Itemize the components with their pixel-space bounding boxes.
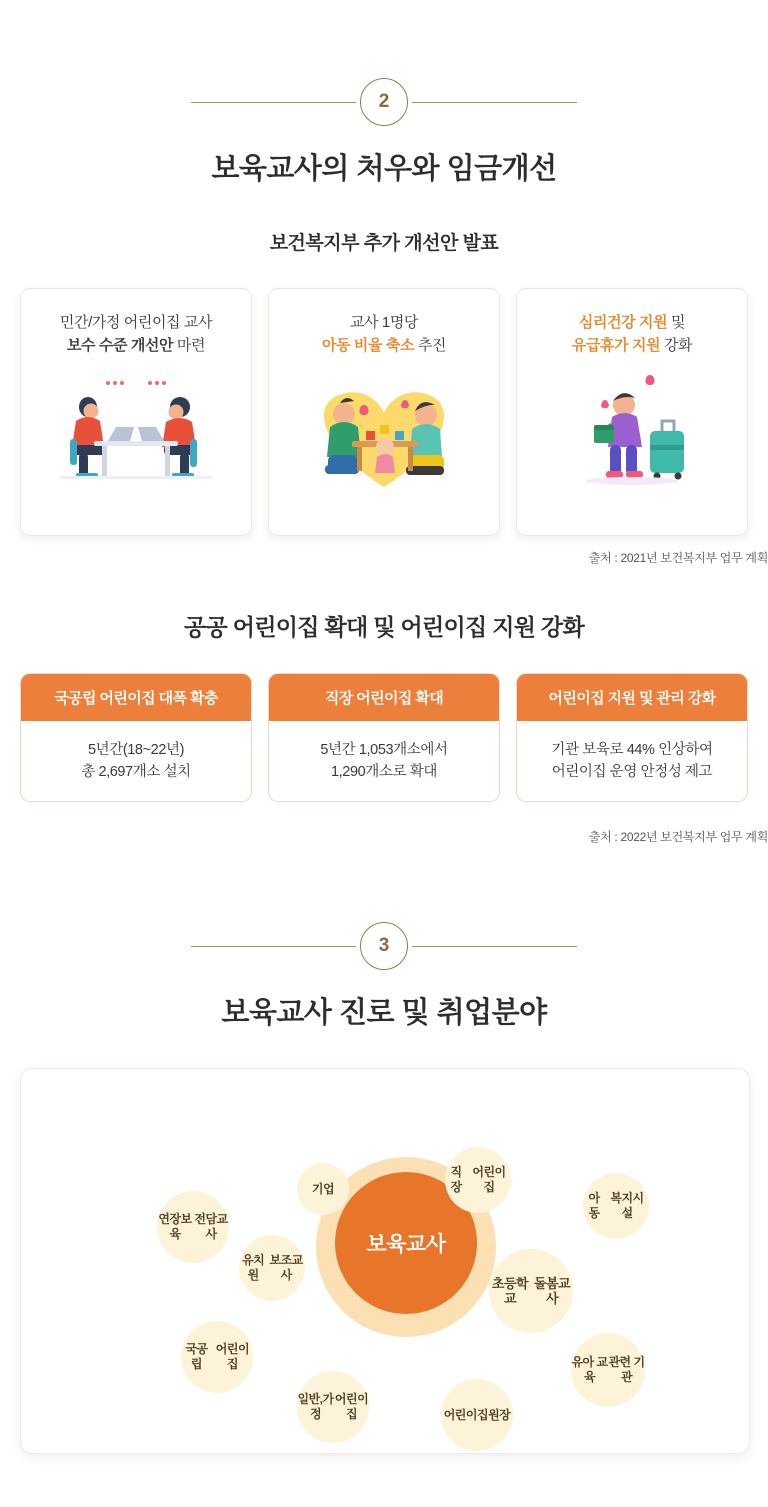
career-bubble: [583, 1173, 649, 1239]
career-bubble-label-line: 유아 교육: [571, 1355, 608, 1384]
career-bubble-label-line: 일반,가정: [297, 1392, 334, 1421]
public-daycare-card-3-line1: 기관 보육로 44% 인상하여: [551, 742, 713, 758]
career-bubble-label-line: 기업: [311, 1181, 335, 1196]
source-note-2: 출처 : 2022년 보건복지부 업무 계획: [588, 830, 768, 844]
improvement-card-2-text: [322, 311, 446, 357]
career-bubble: [489, 1249, 573, 1333]
section-3-badge-row: [0, 922, 768, 970]
improvement-card-3-line2-tail: 강화: [660, 337, 693, 354]
career-bubble-label-line: 직장: [450, 1165, 462, 1194]
section-3-header: [0, 922, 768, 1031]
public-daycare-card-2-line1: 5년간 1,053개소에서: [320, 742, 448, 758]
traveler-suitcase-illustration: [542, 369, 722, 499]
career-bubble: [297, 1163, 349, 1215]
career-bubble: [181, 1321, 253, 1393]
career-bubble-label-line: 복지시설: [610, 1191, 644, 1220]
career-bubble-label-line: 관련 기관: [608, 1355, 645, 1384]
public-daycare-card-1-line2: 총 2,697개소 설치: [81, 764, 191, 780]
career-bubble: [445, 1147, 511, 1213]
career-core-label: 보육교사: [335, 1172, 477, 1314]
rule-right: [412, 102, 577, 103]
section-3-number: 3: [360, 922, 408, 970]
career-bubble-label-line: 어린이집: [215, 1342, 250, 1371]
career-bubble: [157, 1191, 229, 1263]
section-3-title: 보육교사 진로 및 취업분야: [221, 997, 547, 1029]
career-bubble: [441, 1379, 513, 1451]
section-2-title: 보육교사의 처우와 임금개선: [211, 153, 557, 185]
career-bubble: [239, 1235, 305, 1301]
public-daycare-card-2: [268, 673, 500, 802]
career-bubble-label-line: 원장: [488, 1407, 511, 1422]
career-bubble-label-line: 어린이집: [334, 1392, 369, 1421]
career-bubble: [297, 1371, 369, 1443]
public-daycare-cards-row: [0, 673, 768, 802]
improvement-card-2: [268, 288, 500, 536]
improvement-card-3-line1-hi: 심리건강 지원: [578, 314, 668, 331]
career-bubble-label-line: 돌봄교사: [533, 1276, 571, 1306]
public-daycare-card-2-body: [269, 721, 499, 801]
section-2-badge-row: [0, 78, 768, 126]
public-daycare-card-3-body: [517, 721, 747, 801]
career-bubble-label-line: 연장보육: [158, 1212, 192, 1241]
improvement-card-1-line2: [60, 334, 212, 357]
career-bubble-label-line: 어린이집: [443, 1407, 489, 1422]
improvement-card-3: [516, 288, 748, 536]
improvement-cards-row: [0, 288, 768, 536]
public-daycare-card-3: [516, 673, 748, 802]
improvement-card-3-line2-hi: 유급휴가 지원: [571, 337, 661, 354]
public-daycare-card-1-line1: 5년간(18~22년): [87, 742, 185, 758]
public-daycare-card-3-head: 어린이집 지원 및 관리 강화: [517, 674, 747, 721]
career-bubble-label-line: 보조교사: [269, 1253, 303, 1282]
section-2-header: [0, 78, 768, 187]
career-bubble-label-line: 아동: [588, 1191, 600, 1220]
career-bubble-label-line: 초등학교: [491, 1276, 529, 1306]
improvement-card-2-line2-tail: 추진: [414, 337, 447, 354]
career-bubble: [571, 1333, 645, 1407]
rule-left: [191, 102, 356, 103]
career-bubble-label-line: 전담교사: [194, 1212, 228, 1241]
improvement-card-1-line1: 민간/가정 어린이집 교사: [59, 314, 213, 331]
improvement-card-2-line2: [322, 334, 446, 357]
career-bubble-label-line: 어린이집: [472, 1165, 506, 1194]
improvement-card-1: [20, 288, 252, 536]
improvement-card-3-text: [572, 311, 692, 357]
improvement-card-3-line2: [572, 334, 692, 357]
improvement-card-1-line2-bold: 보수 수준 개선안: [66, 337, 174, 354]
family-playing-illustration: [294, 369, 474, 499]
public-daycare-card-2-line2: 1,290개소로 확대: [331, 764, 437, 780]
section-2-number: 2: [360, 78, 408, 126]
improvement-card-1-line2-tail: 마련: [173, 337, 206, 354]
career-bubble-label-line: 유치원: [242, 1253, 265, 1282]
rule-left-2: [191, 946, 356, 947]
source-note-1: 출처 : 2021년 보건복지부 업무 계획: [588, 551, 768, 565]
career-bubble-panel: [20, 1068, 750, 1454]
public-daycare-card-3-line2: 어린이집 운영 안정성 제고: [551, 764, 713, 780]
rule-right-2: [412, 946, 577, 947]
public-daycare-card-1: [20, 673, 252, 802]
section-2-subheading-2: 공공 어린이집 확대 및 어린이집 지원 강화: [184, 614, 584, 640]
office-workers-illustration: [46, 369, 226, 499]
improvement-card-3-line1: [572, 311, 692, 334]
improvement-card-1-text: [60, 311, 212, 357]
career-bubble-label-line: 국공립: [185, 1342, 208, 1371]
improvement-card-2-line2-bold: 아동 비율 축소: [321, 337, 415, 354]
improvement-card-2-line1: 교사 1명당: [349, 314, 419, 331]
improvement-card-3-line1-tail: 및: [667, 314, 686, 331]
public-daycare-card-2-head: 직장 어린이집 확대: [269, 674, 499, 721]
public-daycare-card-1-head: 국공립 어린이집 대폭 확충: [21, 674, 251, 721]
section-2-subheading: 보건복지부 추가 개선안 발표: [269, 233, 499, 254]
public-daycare-card-1-body: [21, 721, 251, 801]
